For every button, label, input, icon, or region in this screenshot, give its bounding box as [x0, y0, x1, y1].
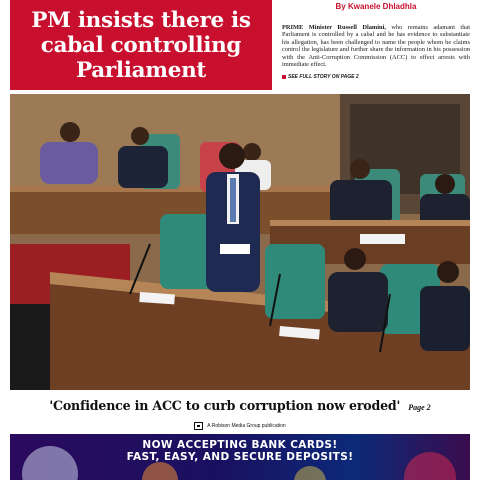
parliament-photo	[10, 94, 470, 390]
subhead-page-ref[interactable]: Page 2	[408, 403, 431, 412]
headline-box	[10, 0, 272, 90]
lede-paragraph	[282, 24, 470, 68]
headline-line-3: Parliament	[75, 57, 207, 83]
lede-text: who remains adamant that Parliament is controlled by a cabal and he has evidence to substantiate his allegation, has been challenged to name the people whom he claims control the legislature and further share the information in his possession with the Anti-Corruption Commission (ACC) to effect arrests with immediate effect.	[282, 24, 471, 69]
secondary-headline	[10, 398, 470, 418]
robison-media-logo-icon	[194, 422, 203, 430]
headline-line-2: cabal controlling	[40, 32, 242, 58]
ad-headline: NOW ACCEPTING BANK CARDS!	[142, 439, 338, 451]
publication-text: A Robison Media Group publication	[207, 423, 286, 429]
main-headline	[31, 8, 250, 83]
advertisement-banner[interactable]	[10, 434, 470, 480]
parliament-scene-illustration	[10, 94, 470, 390]
subhead-text: 'Confidence in ACC to curb corruption now eroded'	[49, 398, 401, 413]
ad-subline: FAST, EASY, AND SECURE DEPOSITS!	[126, 451, 354, 463]
see-full-story-link[interactable]	[282, 74, 470, 80]
red-square-icon	[282, 75, 286, 79]
headline-line-1: PM insists there is	[31, 7, 251, 33]
byline: By Kwanele Dhladhla	[335, 2, 417, 11]
lede-first-words: PRIME Minister Russell Dlamini,	[282, 24, 386, 31]
see-full-label: SEE FULL STORY ON PAGE 2	[288, 74, 359, 80]
publication-line	[10, 420, 470, 432]
